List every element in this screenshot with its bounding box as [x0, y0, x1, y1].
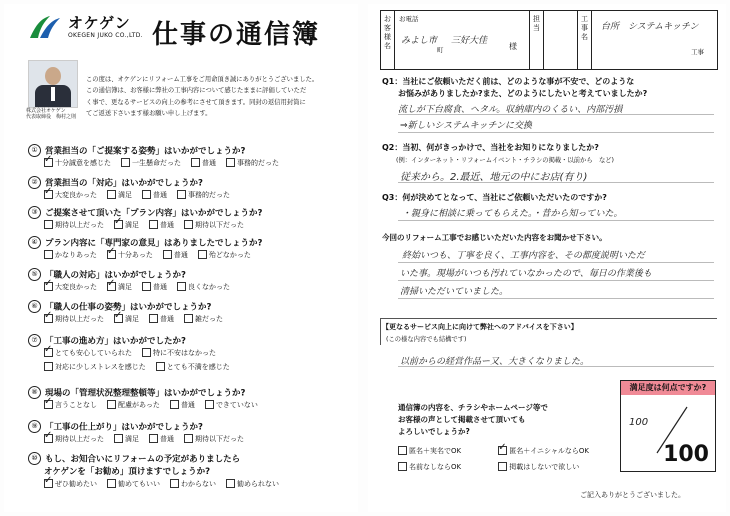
- checkbox[interactable]: [398, 462, 407, 471]
- checkbox[interactable]: [205, 400, 214, 409]
- question-number: ①: [28, 144, 41, 157]
- checkbox[interactable]: [498, 446, 507, 455]
- checkbox[interactable]: [44, 434, 53, 443]
- checkbox[interactable]: [149, 314, 158, 323]
- checkbox[interactable]: [156, 362, 165, 371]
- checkbox[interactable]: [114, 434, 123, 443]
- question-text-line2: オケゲンを「お勧め」頂けますでしょうか?: [44, 467, 211, 477]
- work-name: 台所 システムキッチン: [601, 22, 699, 32]
- answer-option[interactable]: [107, 250, 153, 260]
- work-suffix: 工事: [691, 48, 704, 56]
- option-label: できていない: [215, 401, 258, 409]
- question-number: ⑤: [28, 268, 41, 281]
- option-label: 言うことなし: [55, 401, 97, 409]
- question-2: [28, 176, 203, 189]
- option-label: 満足: [118, 283, 132, 291]
- option-label: 満足: [118, 191, 132, 199]
- answer-options: [44, 362, 240, 372]
- q3-answer: ・親身に相談に乗ってもらえた。・昔から知っていた。: [402, 209, 623, 219]
- option-label: 殆どなかった: [208, 251, 251, 259]
- answer-option[interactable]: [107, 282, 132, 292]
- checkbox[interactable]: [184, 434, 193, 443]
- option-label: 期待以下だった: [195, 435, 244, 443]
- answer-option[interactable]: [114, 434, 139, 444]
- checkbox[interactable]: [142, 190, 151, 199]
- checkbox[interactable]: [142, 348, 151, 357]
- checkbox[interactable]: [107, 190, 116, 199]
- answer-option[interactable]: [44, 190, 97, 200]
- checkbox[interactable]: [44, 250, 53, 259]
- q4-answer3: 清掃いただいていました。: [400, 287, 509, 297]
- q2-sub: (例：インターネット・リフォームイベント・チラシの掲載・以前から など): [396, 157, 614, 164]
- question-text: 「工事の進め方」はいかがでしたか?: [45, 336, 186, 347]
- publish-line3: よろしいでしょうか?: [398, 427, 470, 436]
- option-label: 配慮があった: [118, 401, 160, 409]
- rule: [398, 182, 714, 183]
- checkbox[interactable]: [44, 282, 53, 291]
- question-3: [28, 206, 262, 219]
- answer-option[interactable]: [156, 362, 230, 372]
- answer-option[interactable]: [44, 362, 146, 372]
- checkbox[interactable]: [191, 158, 200, 167]
- option-label: 一生懸命だった: [132, 159, 181, 167]
- answer-option[interactable]: [149, 314, 174, 324]
- checkbox[interactable]: [177, 282, 186, 291]
- rule: [398, 298, 714, 299]
- question-text: 「職人の仕事の姿勢」はいかがでしょうか?: [45, 302, 212, 313]
- option-label: 普通: [180, 401, 195, 409]
- question-text: ご提案させて頂いた「プラン内容」はいかがでしょうか?: [45, 208, 263, 219]
- rule: [398, 280, 714, 281]
- score-box: [620, 380, 716, 472]
- question-1: [28, 144, 245, 157]
- checkbox[interactable]: [498, 462, 507, 471]
- answer-option[interactable]: [44, 282, 97, 292]
- option-label: 特に不安はなかった: [153, 349, 216, 357]
- question-9: [28, 420, 203, 433]
- checkbox[interactable]: [107, 250, 116, 259]
- checkbox[interactable]: [44, 362, 53, 371]
- publish-line2: お客様の声として掲載させて頂いても: [398, 415, 526, 424]
- checkbox[interactable]: [226, 158, 235, 167]
- q4-answer2: いた事。現場がいつも汚れていなかったので、毎日の作業後も: [400, 269, 652, 279]
- phone-label: お電話: [399, 15, 419, 23]
- advice-sub: (この様な内容でも結構です): [386, 336, 467, 343]
- score-hand: 100: [629, 417, 649, 428]
- answer-option[interactable]: [44, 348, 132, 358]
- answer-option[interactable]: [184, 434, 244, 444]
- answer-option[interactable]: [107, 400, 160, 410]
- option-label: 対応に少しストレスを感じた: [55, 363, 146, 371]
- option-label: ぜひ勧めたい: [55, 480, 97, 488]
- answer-options: [44, 282, 240, 292]
- option-label: とても不満を感じた: [166, 363, 230, 371]
- answer-options: [44, 158, 289, 168]
- checkbox[interactable]: [226, 479, 235, 488]
- question-8: [28, 386, 245, 399]
- q2-text: Q2：当初、何がきっかけで、当社をお知りになりましたか?: [382, 143, 599, 152]
- option-label: 満足: [125, 315, 139, 323]
- brand-logo-icon: [28, 14, 62, 40]
- answer-options: [44, 348, 226, 358]
- advice-answer: 以前からの経営作品ー又、大きくなりました。: [400, 357, 590, 367]
- checkbox[interactable]: [44, 400, 53, 409]
- answer-option[interactable]: [44, 220, 104, 230]
- answer-options: [44, 220, 254, 230]
- rule: [398, 132, 714, 133]
- option-label: 勧められない: [237, 480, 279, 488]
- checkbox[interactable]: [184, 220, 193, 229]
- option-label: 期待以上だった: [55, 221, 104, 229]
- option-label: 普通: [202, 159, 216, 167]
- customer-city: みよし市: [401, 36, 438, 46]
- checkbox[interactable]: [44, 190, 53, 199]
- publish-option[interactable]: ✓ 匿名＋イニシャルならOK: [498, 446, 589, 456]
- question-number: ⑦: [28, 334, 41, 347]
- q1-text2: お悩みがありましたか?また、どのようにしたいと考えていましたか?: [398, 89, 648, 98]
- answer-options: [44, 190, 240, 200]
- option-label: 期待以上だった: [55, 315, 104, 323]
- option-label: かなりあった: [55, 251, 97, 259]
- answer-option[interactable]: [191, 158, 216, 168]
- answer-options: [44, 400, 268, 410]
- publish-option[interactable]: 匿名＋実名でOK: [398, 446, 486, 456]
- checkbox[interactable]: [184, 314, 193, 323]
- option-label: 大変良かった: [55, 283, 97, 291]
- checkbox[interactable]: [44, 479, 53, 488]
- question-text: 営業担当の「対応」はいかがでしょうか?: [45, 178, 203, 189]
- checkbox[interactable]: [170, 400, 179, 409]
- option-label: 事務的だった: [237, 159, 279, 167]
- brand-subname: OKEGEN JUKO CO.,LTD.: [68, 32, 143, 39]
- q4-answer1: 終始いつも、丁寧を良く、工事内容を、その都度説明いただ: [402, 251, 645, 261]
- option-label: とても安心していられた: [55, 349, 132, 357]
- question-number: ④: [28, 236, 41, 249]
- checkbox[interactable]: [44, 220, 53, 229]
- q1-answer1: 流しが下台腐食、ヘタル。収納庫内のくるい、内部汚損: [398, 105, 623, 115]
- brand-name: オケゲン: [68, 14, 131, 32]
- question-text: もし、お知合いにリフォームの予定がありましたら: [45, 454, 241, 465]
- answer-option[interactable]: [184, 220, 244, 230]
- sama-label: 様: [509, 42, 517, 51]
- q1-text: Q1：当社にご依頼いただく前は、どのような事が不安で、どのような: [382, 77, 635, 86]
- town-label: 町: [437, 46, 444, 54]
- publish-line1: 通信簿の内容を、チラシやホームページ等で: [398, 403, 548, 412]
- answer-option[interactable]: [107, 479, 160, 489]
- work-label: 工事名: [578, 11, 592, 69]
- tanto-label: 担当: [530, 11, 544, 69]
- answer-option[interactable]: [121, 158, 181, 168]
- answer-option[interactable]: [44, 434, 104, 444]
- option-label: 普通: [153, 191, 167, 199]
- page-title: 仕事の通信簿: [152, 20, 321, 50]
- option-label: 普通: [153, 283, 167, 291]
- publish-option[interactable]: 名前なしならOK: [398, 462, 486, 472]
- answer-option[interactable]: [177, 190, 230, 200]
- option-label: 満足: [125, 221, 139, 229]
- checkbox[interactable]: [121, 158, 130, 167]
- answer-option[interactable]: [44, 250, 97, 260]
- checkbox[interactable]: [114, 314, 123, 323]
- answer-option[interactable]: [205, 400, 258, 410]
- answer-option[interactable]: [114, 220, 139, 230]
- customer-label: お客様名: [381, 11, 395, 69]
- option-label: わからない: [181, 480, 216, 488]
- answer-option[interactable]: [142, 282, 167, 292]
- answer-option[interactable]: [142, 190, 167, 200]
- question-text: 「職人の対応」はいかがでしょうか?: [45, 270, 186, 281]
- checkbox[interactable]: [44, 158, 53, 167]
- option-label: 期待以下だった: [195, 221, 244, 229]
- answer-option[interactable]: [177, 282, 230, 292]
- checkbox[interactable]: [107, 400, 116, 409]
- question-text: 営業担当の「ご提案する姿勢」はいかがでしょうか?: [45, 146, 246, 157]
- answer-options: [44, 479, 289, 489]
- publish-options-row1: [398, 446, 599, 456]
- option-label: 大変良かった: [55, 191, 97, 199]
- score-title: 満足度は何点ですか?: [621, 381, 715, 395]
- option-label: 普通: [160, 221, 174, 229]
- question-number: ⑨: [28, 420, 41, 433]
- answer-options: [44, 250, 261, 260]
- answer-option[interactable]: [226, 479, 279, 489]
- checkbox[interactable]: [107, 282, 116, 291]
- answer-option[interactable]: [149, 434, 174, 444]
- checkbox[interactable]: [44, 314, 53, 323]
- checkbox[interactable]: [142, 282, 151, 291]
- q4-text: 今回のリフォーム工事でお感じいただいた内容をお聞かせ下さい。: [382, 233, 607, 242]
- option-label: 十分あった: [117, 251, 153, 259]
- question-text: 「工事の仕上がり」はいかがでしょうか?: [45, 422, 203, 433]
- answer-option[interactable]: [44, 314, 104, 324]
- option-label: 普通: [173, 251, 188, 259]
- photo-caption: 株式会社オケゲン 代表取締役 梅村之則: [26, 108, 77, 120]
- q1-answer2: ⇒新しいシステムキッチンに交換: [400, 121, 533, 131]
- question-number: ⑩: [28, 452, 41, 465]
- checkbox[interactable]: [149, 220, 158, 229]
- publish-options-row2: [398, 462, 589, 472]
- answer-option[interactable]: [198, 250, 251, 260]
- checkbox[interactable]: [198, 250, 207, 259]
- option-label: 良くなかった: [188, 283, 230, 291]
- question-text: プラン内容に「専門家の意見」はありましたでしょうか?: [45, 238, 263, 249]
- answer-options: [44, 314, 233, 324]
- answer-option[interactable]: [170, 479, 216, 489]
- question-number: ⑧: [28, 386, 41, 399]
- option-label: 十分誠意を感じた: [55, 159, 111, 167]
- q3-text: Q3：何が決めてとなって、当社にご依頼いただいたのですか?: [382, 193, 607, 202]
- option-label: 事務的だった: [188, 191, 230, 199]
- answer-option[interactable]: [163, 250, 188, 260]
- advice-title: 【更なるサービス向上に向けて弊社へのアドバイスを下さい】: [382, 323, 578, 331]
- option-label: 勧めてもいい: [118, 480, 160, 488]
- answer-option[interactable]: [114, 314, 139, 324]
- option-label: 普通: [160, 435, 174, 443]
- checkbox[interactable]: [107, 479, 116, 488]
- checkbox[interactable]: [114, 220, 123, 229]
- question-10: [28, 452, 240, 465]
- question-text: 現場の「管理状況整理整頓等」はいかがでしょうか?: [45, 388, 246, 399]
- answer-options: [44, 434, 254, 444]
- question-number: ⑥: [28, 300, 41, 313]
- answer-option[interactable]: [44, 479, 97, 489]
- footer-thanks: ご記入ありがとうございました。: [580, 491, 685, 499]
- checkbox[interactable]: [170, 479, 179, 488]
- answer-option[interactable]: [226, 158, 279, 168]
- checkbox[interactable]: [163, 250, 172, 259]
- option-label: 満足: [125, 435, 139, 443]
- answer-option[interactable]: [184, 314, 223, 324]
- rule: [398, 366, 714, 367]
- option-label: 雑だった: [195, 315, 223, 323]
- question-4: [28, 236, 262, 249]
- customer-name: 三好大佳: [451, 36, 488, 46]
- president-photo: [28, 60, 78, 108]
- answer-option[interactable]: [44, 158, 111, 168]
- answer-option[interactable]: [142, 348, 216, 358]
- score-value: 100: [663, 442, 709, 467]
- answer-option[interactable]: [170, 400, 195, 410]
- option-label: 期待以上だった: [55, 435, 104, 443]
- checkbox[interactable]: [398, 446, 407, 455]
- checkbox[interactable]: [149, 434, 158, 443]
- customer-info-table: [380, 10, 718, 70]
- rule: [398, 262, 714, 263]
- answer-option[interactable]: [44, 400, 97, 410]
- rule: [398, 220, 714, 221]
- option-label: 普通: [160, 315, 174, 323]
- answer-option[interactable]: [107, 190, 132, 200]
- checkbox[interactable]: [44, 348, 53, 357]
- question-number: ②: [28, 176, 41, 189]
- answer-option[interactable]: [149, 220, 174, 230]
- q2-answer: 従来から。2.最近、地元の中にお店(有り): [400, 172, 588, 183]
- question-number: ③: [28, 206, 41, 219]
- publish-option[interactable]: 掲載はしないで欲しい: [498, 462, 579, 472]
- checkbox[interactable]: [177, 190, 186, 199]
- greeting-text: この度は、オケゲンにリフォーム工事をご用命頂き誠にありがとうございました。 この通信簿は、お客様に弊社の工事内容について感じたままに評価していただ く事で、更なるサービスの向上の参考にさせて頂きます。同封の返信用封筒に てご返送下さいます様お願い申し上げます。: [86, 76, 319, 118]
- rule: [398, 114, 714, 115]
